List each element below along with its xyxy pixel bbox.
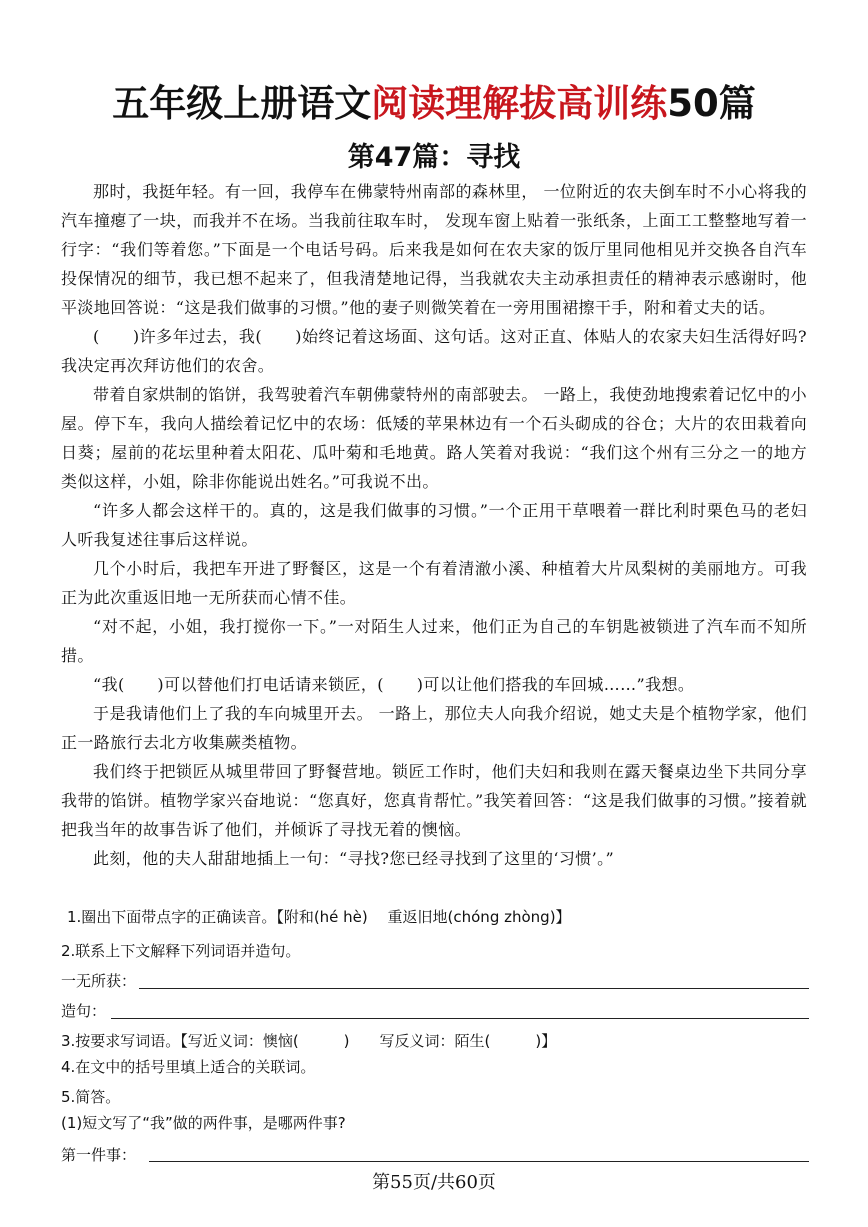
- title-part-grade: 五年级上册语文: [112, 82, 372, 125]
- question-4: 4.在文中的括号里填上适合的关联词。: [61, 1058, 316, 1076]
- q2-sentence-answer-line[interactable]: [111, 1018, 809, 1019]
- passage-paragraph: “对不起，小姐，我打搅你一下。”一对陌生人过来，他们正为自己的车钥匙被锁进了汽车而不知所措。: [61, 617, 807, 665]
- passage-paragraph: 那时，我挺年轻。有一回，我停车在佛蒙特州南部的森林里， 一位附近的农夫倒车时不小心将我的汽车撞瘪了一块，而我并不在场。当我前往取车时， 发现车窗上贴着一张纸条，上面工工整整地写着一行字：“我们等着您。”下面是一个电话号码。后来我是如何在农夫家的饭厅里同他相见并交换各自汽车投保情况的细节，我已想不起来了，但我清楚地记得，当我就农夫主动承担责任的精神表示感谢时，他平淡地回答说：“这是我们做事的习惯。”他的妻子则微笑着在一旁用围裙擦干手，附和着丈夫的话。: [61, 182, 807, 317]
- question-2: 2.联系上下文解释下列词语并造句。: [61, 942, 301, 960]
- q5-1-first-label: 第一件事：: [61, 1146, 137, 1164]
- q2-sentence-label: 造句：: [61, 1002, 107, 1020]
- question-5-1: (1)短文写了“我”做的两件事，是哪两件事?: [61, 1114, 346, 1132]
- title-part-highlight: 阅读理解拔高训练: [371, 82, 668, 125]
- passage-paragraph: 几个小时后，我把车开进了野餐区，这是一个有着清澈小溪、种植着大片凤梨树的美丽地方。可我正为此次重返旧地一无所获而心情不佳。: [61, 559, 807, 607]
- q5-1-first-answer-line[interactable]: [149, 1161, 809, 1162]
- passage-paragraph: 我们终于把锁匠从城里带回了野餐营地。锁匠工作时，他们夫妇和我则在露天餐桌边坐下共同分享我带的馅饼。植物学家兴奋地说：“您真好，您真肯帮忙。”我笑着回答：“这是我们做事的习惯。”接着就把我当年的故事告诉了他们，并倾诉了寻找无着的懊恼。: [61, 762, 807, 839]
- passage-paragraph: 此刻，他的夫人甜甜地插上一句：“寻找?您已经寻找到了这里的‘习惯’。”: [93, 849, 615, 868]
- passage-paragraph: ( )许多年过去，我( )始终记着这场面、这句话。这对正直、体贴人的农家夫妇生活得好吗?我决定再次拜访他们的农舍。: [61, 327, 807, 375]
- passage-paragraph: 带着自家烘制的馅饼，我驾驶着汽车朝佛蒙特州的南部驶去。 一路上，我使劲地搜索着记忆中的小屋。停下车，我向人描绘着记忆中的农场：低矮的苹果林边有一个石头砌成的谷仓；大片的农田栽着向日葵；屋前的花坛里种着太阳花、瓜叶菊和毛地黄。路人笑着对我说：“我们这个州有三分之一的地方类似这样，小姐，除非你能说出姓名。”可我说不出。: [61, 385, 807, 491]
- title-part-count: 50篇: [667, 82, 756, 125]
- page-number: 第55页/共60页: [372, 1172, 496, 1193]
- document-title: [0, 80, 868, 128]
- question-1: 1.圈出下面带点字的正确读音。【附和(hé hè) 重返旧地(chóng zhòng)】: [67, 908, 571, 926]
- passage-paragraph: 于是我请他们上了我的车向城里开去。 一路上，那位夫人向我介绍说，她丈夫是个植物学家，他们正一路旅行去北方收集蕨类植物。: [61, 704, 807, 752]
- question-5: 5.简答。: [61, 1088, 121, 1106]
- passage-title: 第47篇：寻找: [347, 142, 521, 173]
- passage-paragraph: “许多人都会这样干的。真的，这是我们做事的习惯。”一个正用干草喂着一群比利时栗色马的老妇人听我复述往事后这样说。: [61, 501, 807, 549]
- reading-passage: [61, 177, 807, 873]
- question-3: 3.按要求写词语。【写近义词：懊恼( ) 写反义词：陌生( )】: [61, 1032, 557, 1050]
- passage-paragraph: “我( )可以替他们打电话请来锁匠，( )可以让他们搭我的车回城……”我想。: [93, 675, 695, 694]
- q2-word-answer-line[interactable]: [139, 988, 809, 989]
- q2-word-label: 一无所获：: [61, 972, 137, 990]
